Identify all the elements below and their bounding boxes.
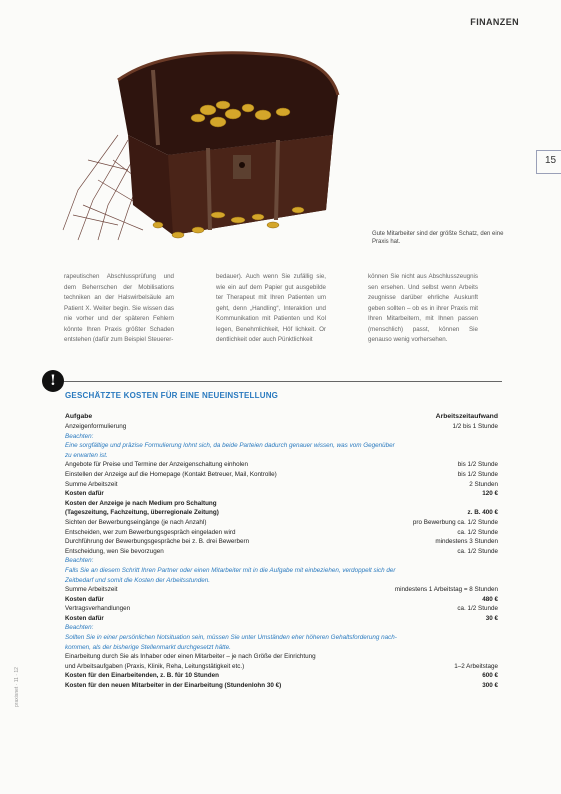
cost-row xyxy=(65,623,498,633)
cost-row-value: ca. 1/2 Stunde xyxy=(457,547,498,555)
cost-row-task: Kosten dafür xyxy=(65,490,104,498)
cost-row xyxy=(65,643,498,653)
cost-row-value: 300 € xyxy=(482,682,498,690)
cost-row xyxy=(65,470,498,480)
cost-row xyxy=(65,681,498,691)
cost-row xyxy=(65,595,498,605)
cost-table xyxy=(65,411,498,691)
cost-row-value: z. B. 400 € xyxy=(467,509,498,517)
cost-row-task: Sollten Sie in einer persönlichen Notsituation sein, müssen Sie unter Umständen eher höheren Gehaltsforderung nach- xyxy=(65,634,397,642)
cost-row-task: (Tageszeitung, Fachzeitung, überregionale Zeitung) xyxy=(65,509,219,517)
cost-row-task: Kosten dafür xyxy=(65,595,104,603)
cost-row xyxy=(65,411,498,422)
cost-row-task: Entscheidung, wen Sie bevorzugen xyxy=(65,547,164,555)
cost-row-task: Kosten für den neuen Mitarbeiter in der Einarbeitung (Stundenlohn 30 €) xyxy=(65,682,282,690)
page-number: 15 xyxy=(545,155,557,166)
cost-row-value: 30 € xyxy=(485,614,498,622)
body-column-1: rapeutischen Abschlussprüfung und dem Beherrschen der Mobilisations techniken an der Halswirbelsäule am Patient X. Weiter begin. Sie wissen das nie vorher und der späteren Fehlern könnte Ihren Praxis größter Schaden entstehen (dafür zum Beispiel Steuerer- xyxy=(64,273,174,343)
cost-row-task: Aufgabe xyxy=(65,413,93,420)
cost-row-task: Vertragsverhandlungen xyxy=(65,605,131,613)
cost-row-value: 1/2 bis 1 Stunde xyxy=(452,423,498,430)
exclamation-icon: ! xyxy=(42,370,64,392)
cost-row-task: zu erwarten ist. xyxy=(65,451,108,459)
cost-row xyxy=(65,614,498,624)
cost-row-value: mindestens 1 Arbeitstag = 8 Stunden xyxy=(394,586,498,594)
cost-row xyxy=(65,489,498,499)
cost-row-task: Durchführung der Bewerbungsgespräche bei z. B. drei Bewerbern xyxy=(65,538,250,546)
box-title: GESCHÄTZTE KOSTEN FÜR EINE NEUEINSTELLUNG xyxy=(65,391,279,400)
cost-row-task: Beachten: xyxy=(65,624,94,632)
cost-row-value: pro Bewerbung ca. 1/2 Stunde xyxy=(412,518,498,526)
cost-row-task: Angebote für Preise und Termine der Anzeigenschaltung einholen xyxy=(65,461,248,469)
cost-row-value: mindestens 3 Stunden xyxy=(435,538,498,546)
cost-row-value: ca. 1/2 Stunde xyxy=(457,605,498,613)
footer-code: praxisnet · 11 · 12 xyxy=(14,667,20,707)
treasure-chest-photo xyxy=(58,40,348,245)
cost-row-task: Einarbeitung durch Sie als Inhaber oder einen Mitarbeiter – je nach Größe der Einrichtung xyxy=(65,653,316,661)
cost-row-value: bis 1/2 Stunde xyxy=(457,461,498,469)
cost-row-task: Einstellen der Anzeige auf die Homepage (Kontakt Betreuer, Mail, Kontrolle) xyxy=(65,470,277,478)
cost-row-task: Entscheiden, wer zum Bewerbungsgespräch eingeladen wird xyxy=(65,528,236,536)
cost-row xyxy=(65,432,498,442)
photo-caption: Gute Mitarbeiter sind der größte Schatz, den eine Praxis hat. xyxy=(372,231,504,245)
box-divider xyxy=(64,381,502,382)
cost-row xyxy=(65,537,498,547)
cost-row xyxy=(65,499,498,509)
cost-row xyxy=(65,556,498,566)
cost-row-value: 120 € xyxy=(482,490,498,498)
cost-row xyxy=(65,547,498,557)
cost-row-task: Beachten: xyxy=(65,432,94,440)
cost-row-task: Summe Arbeitszeit xyxy=(65,586,118,594)
cost-row-task: Sichten der Bewerbungseingänge (je nach Anzahl) xyxy=(65,518,207,526)
cost-row xyxy=(65,518,498,528)
cost-row xyxy=(65,662,498,672)
cost-row xyxy=(65,480,498,490)
cost-row-value: 480 € xyxy=(482,595,498,603)
cost-row xyxy=(65,671,498,681)
cost-row-value: 2 Stunden xyxy=(469,480,498,488)
cost-row xyxy=(65,576,498,586)
cost-row-task: Eine sorgfältige und präzise Formulierung lohnt sich, da beide Parteien dadurch genauer wissen, was vom Gegenüber xyxy=(65,442,395,450)
cost-row xyxy=(65,604,498,614)
cost-row-value: bis 1/2 Stunde xyxy=(457,470,498,478)
cost-row xyxy=(65,422,498,432)
cost-row-value: 1–2 Arbeitstage xyxy=(454,662,498,670)
cost-row-task: Summe Arbeitszeit xyxy=(65,480,118,488)
cost-row-task: kommen, als der bisherige Stellenmarkt durchgesetzt hätte. xyxy=(65,643,231,651)
cost-row-task: Zeitbedarf und somit die Kosten der Arbeitsstunden. xyxy=(65,576,211,584)
cost-row-task: und Arbeitsaufgaben (Praxis, Klinik, Reha, Leitungstätigkeit etc.) xyxy=(65,662,245,670)
body-column-2: bedauer). Auch wenn Sie zufällig sie, wie ein auf dem Papier gut ausgebilde ter Therapeut mit Ihren Patienten um geht, denn „Handling“, Interaktion und Kommunikation mit Patienten und Kol legen, Benehmlichkeit, Höf lichkeit. Or dentlichkeit oder auch Pünktlichkeit xyxy=(216,273,326,343)
cost-row xyxy=(65,566,498,576)
cost-row-task: Kosten der Anzeige je nach Medium pro Schaltung xyxy=(65,499,217,507)
cost-row xyxy=(65,451,498,461)
cost-row-task: Kosten dafür xyxy=(65,614,104,622)
cost-row-value: 600 € xyxy=(482,672,498,680)
cost-row-task: Kosten für den Einarbeitenden, z. B. für 10 Stunden xyxy=(65,672,219,680)
cost-row-value: Arbeitszeitaufwand xyxy=(435,413,498,420)
cost-row-task: Beachten: xyxy=(65,557,94,565)
cost-row xyxy=(65,460,498,470)
cost-row xyxy=(65,441,498,451)
cost-row xyxy=(65,508,498,518)
cost-row-task: Anzeigenformulierung xyxy=(65,423,127,430)
cost-row-value: ca. 1/2 Stunde xyxy=(457,528,498,536)
cost-row-task: Falls Sie an diesem Schritt Ihren Partner oder einen Mitarbeiter mit in die Aufgabe mit einbeziehen, verdoppelt sich der xyxy=(65,566,396,574)
cost-row xyxy=(65,652,498,662)
section-rubric: FINANZEN xyxy=(470,17,519,27)
cost-row xyxy=(65,528,498,538)
cost-row xyxy=(65,585,498,595)
body-column-3: können Sie nicht aus Abschlusszeugnis sen ersehen. Und selbst wenn Arbeits zeugnisse darüber ehrliche Auskunft geben sollten – ob es in ihrer Praxis mit Ihren Mitarbeitern, mit Ihnen passen (menschlich) passt, können Sie genauso wenig vorhersehen. xyxy=(368,273,478,343)
cost-row xyxy=(65,633,498,643)
